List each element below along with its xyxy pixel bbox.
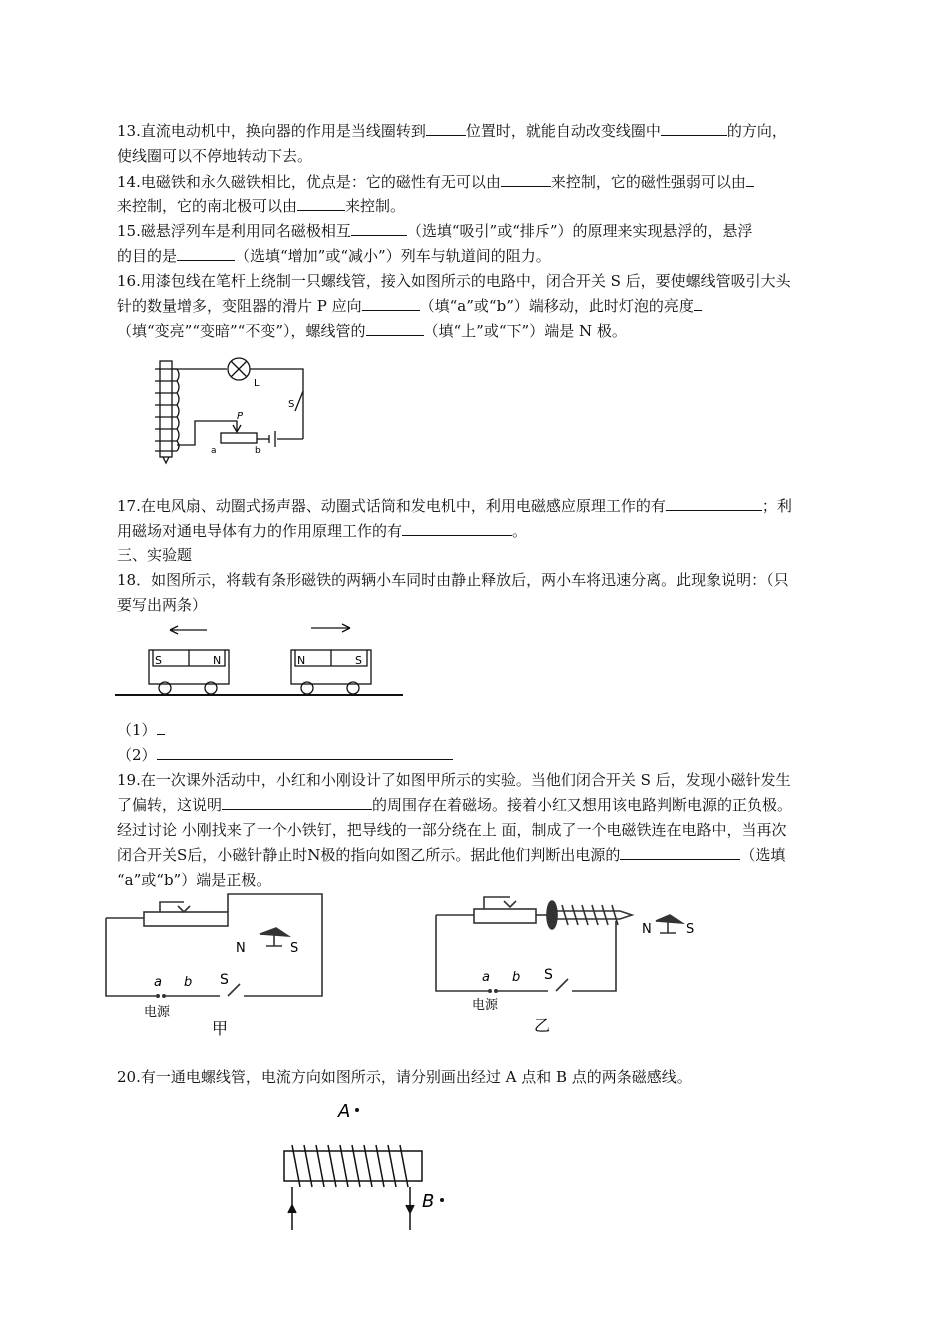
q18-left-magnet-s: S bbox=[155, 654, 162, 667]
q19-jia-switch: S bbox=[220, 972, 229, 988]
q14-blank1[interactable] bbox=[501, 172, 551, 187]
q18-answer2: （2） bbox=[117, 745, 453, 765]
q18-line2: 要写出两条） bbox=[117, 596, 208, 614]
q19-jia-source: 电源 bbox=[144, 1005, 171, 1020]
q19-line5: “a”或“b”）端是正极。 bbox=[117, 871, 272, 889]
q18-blank1[interactable] bbox=[157, 720, 165, 735]
q17-line1: 17.在电风扇、动圈式扬声器、动圈式话筒和发电机中，利用电磁感应原理工作的有 ；利 bbox=[117, 497, 792, 515]
q19-line1: 19.在一次课外活动中，小红和小刚设计了如图甲所示的实验。当他们闭合开关 S 后，发现小磁针发生 bbox=[117, 771, 791, 789]
q15-line1: 15.磁悬浮列车是利用同名磁极相互 （选填“吸引”或“排斥”）的原理来实现悬浮的，悬浮 bbox=[117, 222, 753, 240]
q19-yi-n: N bbox=[642, 922, 652, 937]
q19-line2: 了偏转，这说明 的周围存在着磁场。接着小红又想用该电路判断电源的正负极。 bbox=[117, 796, 793, 814]
q16-fig-S: S bbox=[288, 399, 295, 410]
q19-line3: 经过讨论 小刚找来了一个小铁钉，把导线的一部分绕在上 面，制成了一个电磁铁连在电路中，当再次 bbox=[117, 821, 787, 839]
q17-blank1[interactable] bbox=[666, 496, 762, 511]
q15-blank2[interactable] bbox=[177, 246, 235, 261]
q20-solenoid-figure bbox=[280, 1095, 470, 1235]
q19-caption-yi: 乙 bbox=[534, 1016, 551, 1035]
q19-yi-switch: S bbox=[544, 967, 553, 983]
q16-circuit-figure bbox=[145, 355, 315, 470]
q19-yi-source: 电源 bbox=[472, 998, 499, 1013]
q16-line3: （填“变亮”“变暗”“不变”），螺线管的 （填“上”或“下”）端是 N 极。 bbox=[117, 322, 627, 340]
q19-figure-yi bbox=[430, 885, 710, 1040]
q15-line2: 的目的是 （选填“增加”或“减小”）列车与轨道间的阻力。 bbox=[117, 247, 551, 265]
section-title-experiment: 三、实验题 bbox=[117, 546, 193, 564]
q16-blank2[interactable] bbox=[694, 296, 702, 311]
q17-line2: 用磁场对通电导体有力的作用原理工作的有 。 bbox=[117, 522, 528, 540]
q15-blank1[interactable] bbox=[351, 221, 407, 236]
q18-right-magnet-s: S bbox=[355, 654, 362, 667]
q20-label-a: A bbox=[338, 1101, 351, 1122]
q16-fig-P: P bbox=[237, 411, 244, 422]
q14-line1: 14.电磁铁和永久磁铁相比，优点是：它的磁性有无可以由 来控制，它的磁性强弱可以由 bbox=[117, 172, 754, 192]
q19-figure-jia bbox=[100, 888, 330, 1038]
q19-blank1[interactable] bbox=[222, 795, 372, 810]
q19-jia-n: N bbox=[236, 941, 246, 956]
q16-fig-b: b bbox=[255, 446, 261, 456]
q19-blank2[interactable] bbox=[620, 845, 740, 860]
q19-yi-a: a bbox=[482, 970, 490, 985]
q16-fig-a: a bbox=[211, 446, 217, 456]
q18-carts-figure bbox=[115, 620, 405, 702]
q18-blank2[interactable] bbox=[157, 745, 453, 760]
q19-yi-b: b bbox=[512, 970, 521, 985]
q13-line1: 13.直流电动机中，换向器的作用是当线圈转到 位置时，就能自动改变线圈中 的方向， bbox=[117, 122, 787, 140]
q16-line2: 针的数量增多，变阻器的滑片 P 应向 （填“a”或“b”）端移动，此时灯泡的亮度 bbox=[117, 296, 702, 316]
q16-blank1[interactable] bbox=[362, 296, 420, 311]
q19-line4: 闭合开关S后，小磁针静止时N极的指向如图乙所示。据此他们判断出电源的 （选填 bbox=[117, 846, 786, 864]
q20-label-b: B bbox=[422, 1191, 435, 1212]
q19-jia-s: S bbox=[290, 941, 299, 956]
q16-blank3[interactable] bbox=[366, 321, 424, 336]
q18-right-magnet-n: N bbox=[297, 654, 306, 667]
q13-line2: 使线圈可以不停地转动下去。 bbox=[117, 147, 313, 165]
q13-blank1[interactable] bbox=[426, 121, 466, 136]
q14-blank3[interactable] bbox=[297, 196, 345, 211]
q18-answer1: （1） bbox=[117, 720, 165, 740]
q19-caption-jia: 甲 bbox=[212, 1019, 229, 1038]
q18-line1: 18．如图所示，将载有条形磁铁的两辆小车同时由静止释放后，两小车将迅速分离。此现象说明：（只 bbox=[117, 571, 789, 589]
q13-blank2[interactable] bbox=[661, 121, 727, 136]
q19-jia-a: a bbox=[154, 975, 162, 990]
q19-yi-s: S bbox=[686, 922, 695, 937]
q17-blank2[interactable] bbox=[402, 521, 512, 536]
q19-jia-b: b bbox=[184, 975, 193, 990]
q16-fig-L: L bbox=[254, 378, 260, 389]
q14-blank2[interactable] bbox=[746, 172, 754, 187]
q18-left-magnet-n: N bbox=[213, 654, 222, 667]
q16-line1: 16.用漆包线在笔杆上绕制一只螺线管，接入如图所示的电路中，闭合开关 S 后，要使螺线管吸引大头 bbox=[117, 272, 791, 290]
q20-line1: 20.有一通电螺线管，电流方向如图所示，请分别画出经过 A 点和 B 点的两条磁感线。 bbox=[117, 1068, 692, 1086]
q14-line2: 来控制，它的南北极可以由 来控制。 bbox=[117, 197, 406, 215]
